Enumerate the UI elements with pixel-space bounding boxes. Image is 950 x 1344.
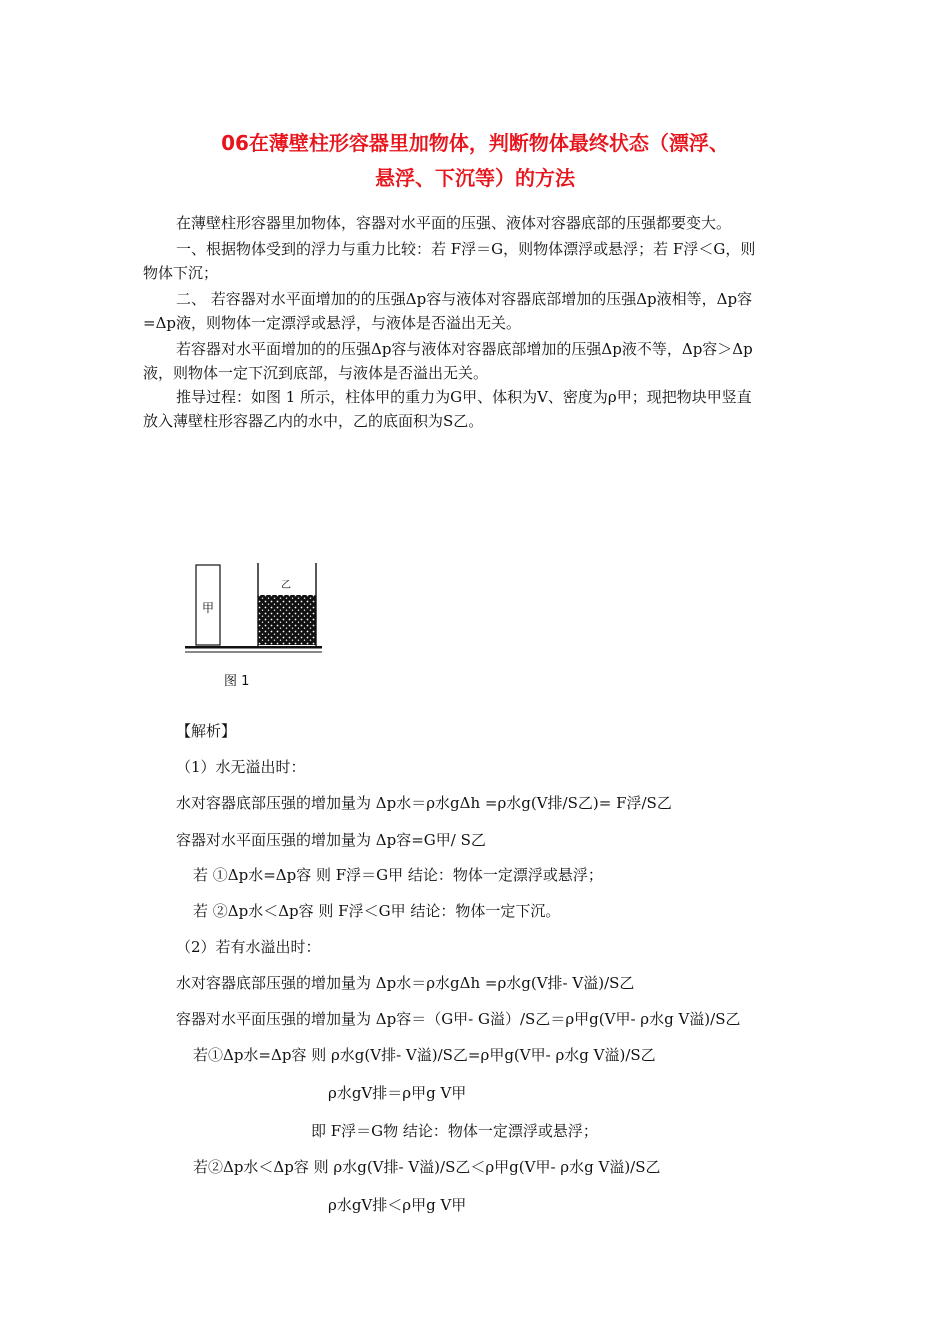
analysis-heading: 【解析】 [176,722,237,740]
case2-line1: 水对容器底部压强的增加量为 Δp水＝ρ水gΔh =ρ水g(V排- V溢)/S乙 [176,974,635,992]
case1-line4: 若 ②Δp水＜Δp容 则 F浮＜G甲 结论：物体一定下沉。 [193,902,561,920]
block-jia-label: 甲 [201,601,215,615]
intro-paragraph-4a: 若容器对水平面增加的的压强Δp容与液体对容器底部增加的压强Δp液不等，Δp容＞Δp [176,340,753,358]
intro-paragraph-1: 在薄壁柱形容器里加物体，容器对水平面的压强、液体对容器底部的压强都要变大。 [176,214,732,232]
intro-paragraph-3b: =Δp液，则物体一定漂浮或悬浮，与液体是否溢出无关。 [143,314,522,332]
case1-line3: 若 ①Δp水=Δp容 则 F浮＝G甲 结论：物体一定漂浮或悬浮； [193,866,603,884]
figure-1 [180,558,330,662]
case1-line2: 容器对水平面压强的增加量为 Δp容=G甲/ S乙 [176,831,486,849]
case2-line2: 容器对水平面压强的增加量为 Δp容＝（G甲- G溢）/S乙＝ρ甲g(V甲- ρ水g V溢)/S乙 [176,1010,741,1028]
case2-line3: 若①Δp水=Δp容 则 ρ水g(V排- V溢)/S乙=ρ甲g(V甲- ρ水g V溢)/S乙 [193,1046,656,1064]
analysis-case-1: （1）水无溢出时： [176,758,306,776]
doc-title-line2: 悬浮、下沉等）的方法 [375,166,575,190]
analysis-case-2: （2）若有水溢出时： [176,938,321,956]
intro-paragraph-5b: 放入薄壁柱形容器乙内的水中，乙的底面积为S乙。 [143,412,484,430]
intro-paragraph-2b: 物体下沉； [143,264,219,282]
intro-paragraph-4b: 液，则物体一定下沉到底部，与液体是否溢出无关。 [143,364,489,382]
intro-paragraph-5a: 推导过程：如图 1 所示，柱体甲的重力为G甲、体积为V、密度为ρ甲；现把物块甲竖直 [176,388,752,406]
doc-title-line1: 06在薄壁柱形容器里加物体，判断物体最终状态（漂浮、 [221,131,729,155]
case2-line5: 即 F浮＝G物 结论：物体一定漂浮或悬浮； [311,1122,598,1140]
intro-paragraph-2a: 一、根据物体受到的浮力与重力比较：若 F浮＝G，则物体漂浮或悬浮；若 F浮＜G，则 [176,240,756,258]
figure-caption: 图 1 [224,674,250,689]
intro-paragraph-3a: 二、 若容器对水平面增加的的压强Δp容与液体对容器底部增加的压强Δp液相等，Δp容 [176,290,753,308]
case2-line6: 若②Δp水＜Δp容 则 ρ水g(V排- V溢)/S乙＜ρ甲g(V甲- ρ水g V溢)/S乙 [193,1158,661,1176]
case1-line1: 水对容器底部压强的增加量为 Δp水＝ρ水gΔh =ρ水g(V排/S乙)= F浮/S乙 [176,794,672,812]
case2-line4: ρ水gV排＝ρ甲g V甲 [328,1084,467,1102]
container-yi-water [258,595,316,645]
ground-surface [185,646,322,649]
case2-line7: ρ水gV排＜ρ甲g V甲 [328,1196,467,1214]
container-yi-label: 乙 [281,580,291,591]
